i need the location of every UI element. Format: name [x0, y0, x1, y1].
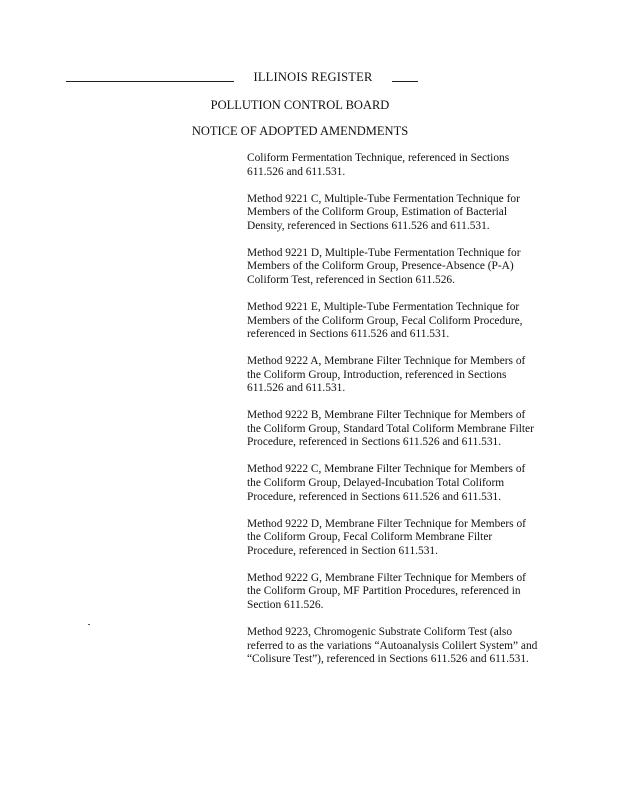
method-entry: Method 9222 B, Membrane Filter Technique for Members of the Coliform Group, Standard Total Coliform Membrane Filter Procedure, referenced in Sections 611.526 and 611.531. [247, 409, 534, 449]
method-list [247, 152, 542, 680]
method-entry: Method 9222 D, Membrane Filter Technique for Members of the Coliform Group, Fecal Coliform Membrane Filter Procedure, referenced in Section 611.531. [247, 517, 526, 557]
scan-speck [88, 624, 90, 625]
board-name: POLLUTION CONTROL BOARD [210, 98, 390, 112]
notice-title: NOTICE OF ADOPTED AMENDMENTS [191, 124, 409, 138]
method-entry: Method 9221 E, Multiple-Tube Fermentation Technique for Members of the Coliform Group, Fecal Coliform Procedure, referenced in Sections 611.526 and 611.531. [247, 300, 523, 341]
method-entry: Method 9223, Chromogenic Substrate Coliform Test (also referred to as the variations “Autoanalysis Colilert System” and “Colisure Test”), referenced in Sections 611.526 and 611.531. [247, 625, 538, 666]
method-entry: Method 9221 C, Multiple-Tube Fermentation Technique for Members of the Coliform Group, Estimation of Bacterial Density, referenced in Sections 611.526 and 611.531. [247, 192, 520, 232]
method-entry: Method 9222 C, Membrane Filter Technique for Members of the Coliform Group, Delayed-Incubation Total Coliform Procedure, referenced in Sections 611.526 and 611.531. [247, 463, 526, 503]
method-entry: Method 9221 D, Multiple-Tube Fermentation Technique for Members of the Coliform Group, Presence-Absence (P-A) Coliform Test, referenced in Section 611.526. [247, 246, 521, 286]
method-entry: Method 9222 G, Membrane Filter Technique for Members of the Coliform Group, MF Partition Procedures, referenced in Section 611.526. [247, 571, 526, 611]
method-entry: Coliform Fermentation Technique, referenced in Sections 611.526 and 611.531. [247, 152, 510, 178]
register-title: ILLINOIS REGISTER [234, 70, 392, 84]
method-entry: Method 9222 A, Membrane Filter Technique for Members of the Coliform Group, Introduction, referenced in Sections 611.526 and 611.531. [247, 355, 526, 395]
